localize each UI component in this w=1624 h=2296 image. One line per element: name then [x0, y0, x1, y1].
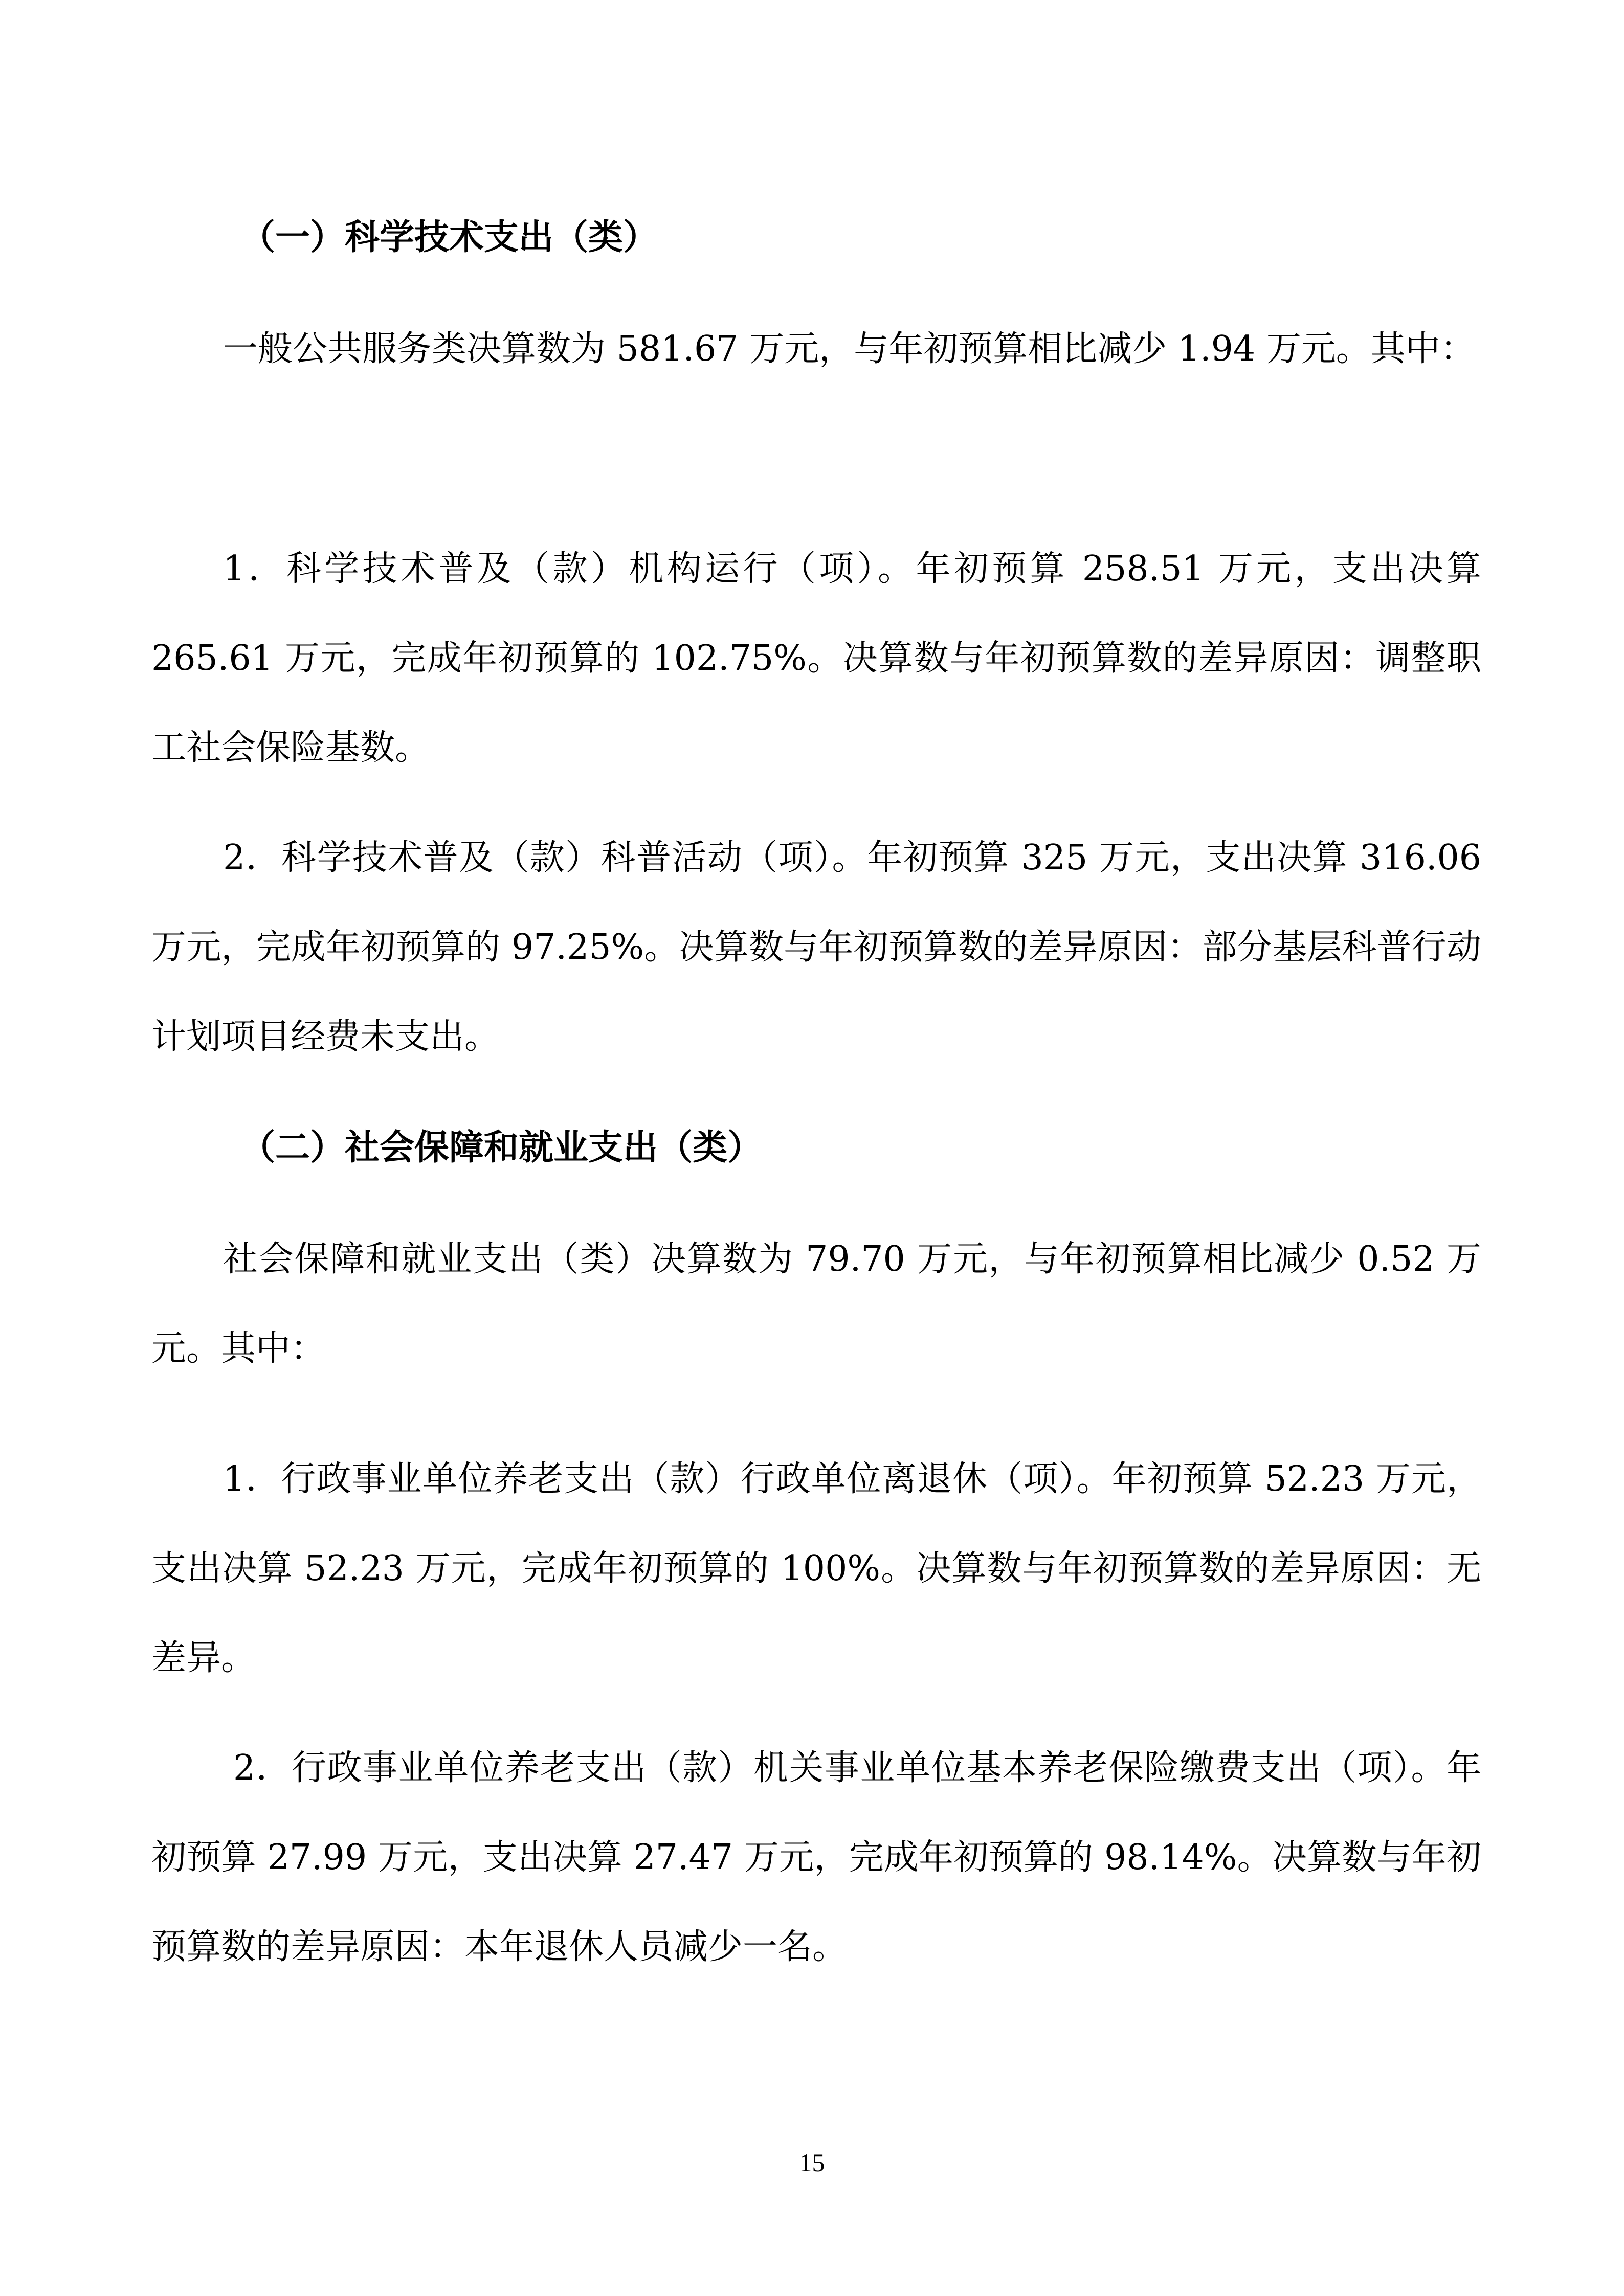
paragraph-science-item-1: 1．科学技术普及（款）机构运行（项）。年初预算 258.51 万元，支出决算 265.61 万元，完成年初预算的 102.75%。决算数与年初预算数的差异原因：调整职工社会保险基数。	[151, 549, 1481, 768]
paragraph-science-item-2: 2．科学技术普及（款）科普活动（项）。年初预算 325 万元，支出决算 316.06 万元，完成年初预算的 97.25%。决算数与年初预算数的差异原因：部分基层科普行动计划项目经费未支出。	[151, 838, 1481, 1057]
page-number: 15	[799, 2148, 825, 2177]
section-heading-social-security: （二）社会保障和就业支出（类）	[240, 1128, 763, 1168]
paragraph-social-security-item-1: 1．行政事业单位养老支出（款）行政单位离退休（项）。年初预算 52.23 万元，支出决算 52.23 万元，完成年初预算的 100%。决算数与年初预算数的差异原因：无差异。	[151, 1459, 1481, 1678]
paragraph-science-summary: 一般公共服务类决算数为 581.67 万元，与年初预算相比减少 1.94 万元。其中：	[223, 329, 1475, 369]
paragraph-social-security-item-2: 2．行政事业单位养老支出（款）机关事业单位基本养老保险缴费支出（项）。年初预算 27.99 万元，支出决算 27.47 万元，完成年初预算的 98.14%。决算数与年初预算数的差异原因：本年退休人员减少一名。	[151, 1748, 1481, 1967]
paragraph-social-security-summary: 社会保障和就业支出（类）决算数为 79.70 万元，与年初预算相比减少 0.52 万元。其中：	[151, 1239, 1481, 1369]
section-heading-science: （一）科学技术支出（类）	[240, 217, 658, 258]
